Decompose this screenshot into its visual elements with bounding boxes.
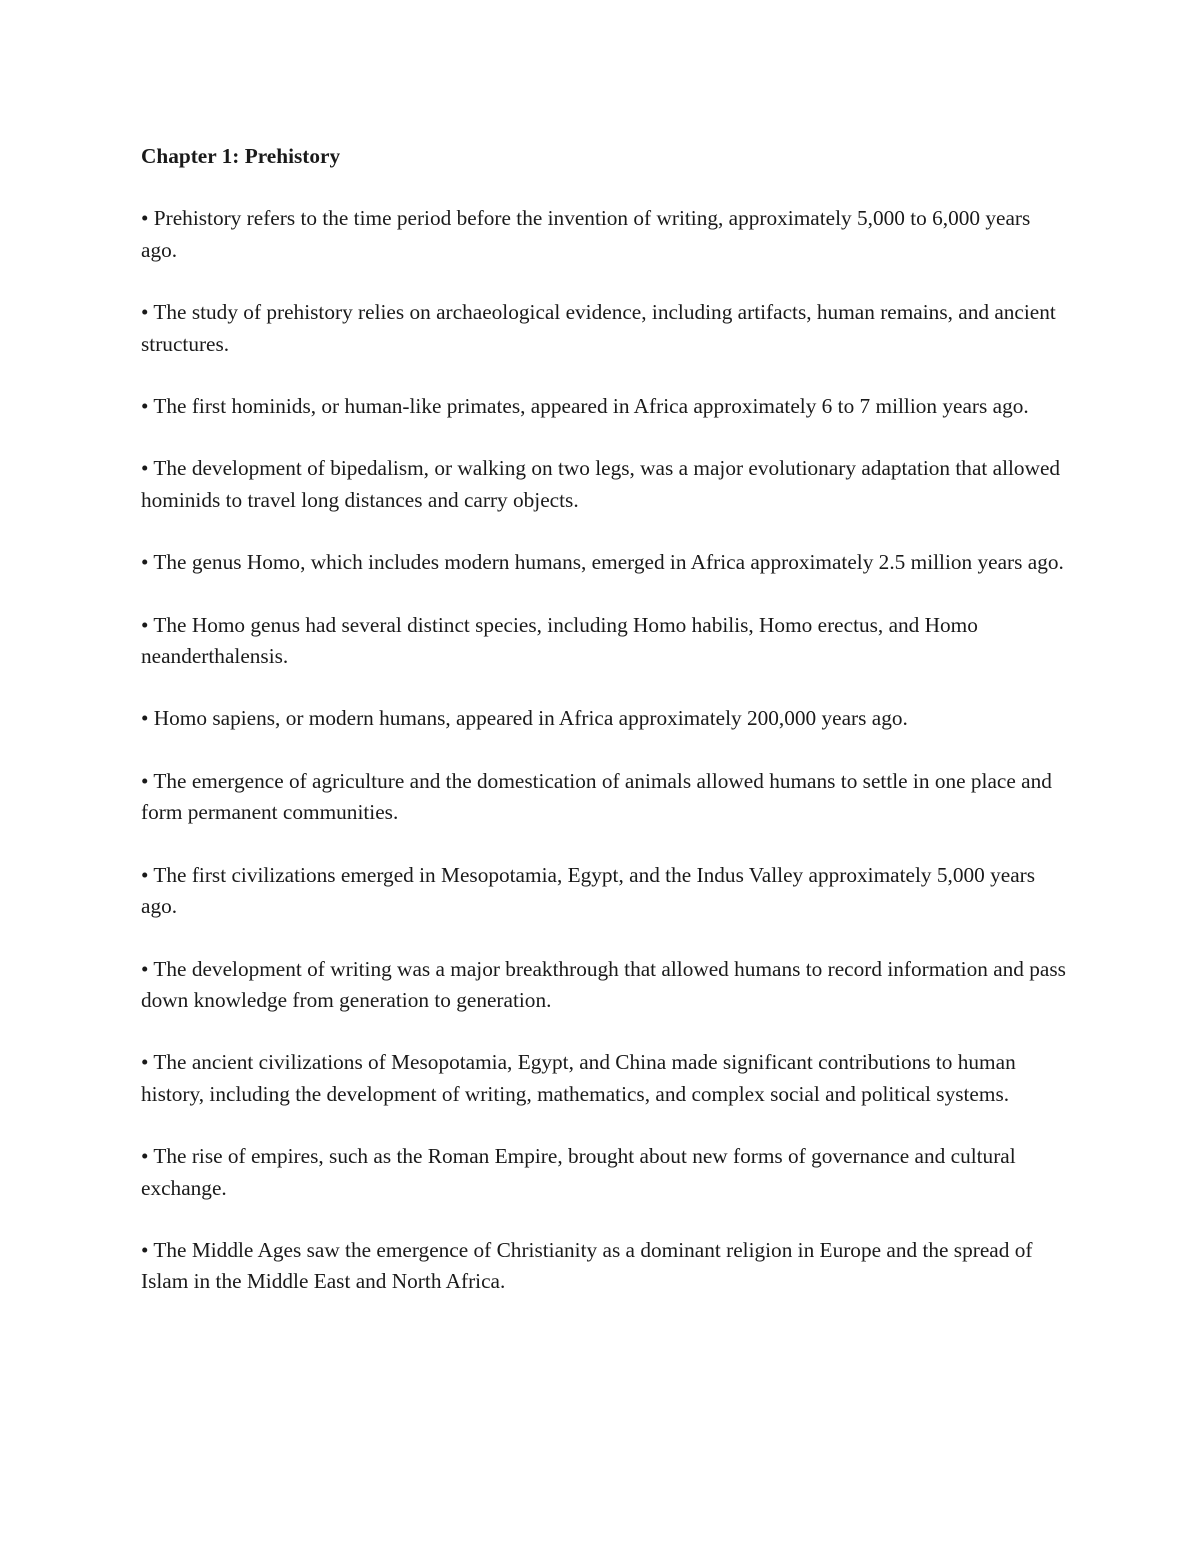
bullet-item: • The Homo genus had several distinct species, including Homo habilis, Homo erectus, and Homo neanderthalensis. xyxy=(141,612,978,669)
bullet-item: • The ancient civilizations of Mesopotamia, Egypt, and China made significant contributions to human history, including the development of writing, mathematics, and complex social and political systems. xyxy=(141,1050,1016,1106)
bullet-item: • The development of writing was a major breakthrough that allowed humans to record information and pass down knowledge from generation to generation. xyxy=(141,956,1066,1012)
bullet-item: • The rise of empires, such as the Roman Empire, brought about new forms of governance and cultural exchange. xyxy=(141,1144,1016,1200)
bullet-item: • The study of prehistory relies on archaeological evidence, including artifacts, human remains, and ancient structures. xyxy=(141,300,1056,356)
bullet-item: • The Middle Ages saw the emergence of Christianity as a dominant religion in Europe and the spread of Islam in the Middle East and North Africa. xyxy=(141,1237,1033,1294)
bullet-item: • Homo sapiens, or modern humans, appeared in Africa approximately 200,000 years ago. xyxy=(141,706,908,731)
chapter-title: Chapter 1: Prehistory xyxy=(141,144,341,168)
bullet-item: • The development of bipedalism, or walking on two legs, was a major evolutionary adaptation that allowed hominids to travel long distances and carry objects. xyxy=(141,456,1061,512)
bullet-item: • The genus Homo, which includes modern humans, emerged in Africa approximately 2.5 million years ago. xyxy=(141,550,1064,575)
document-body xyxy=(141,141,1071,1329)
bullet-item: • The first hominids, or human-like primates, appeared in Africa approximately 6 to 7 million years ago. xyxy=(141,394,1029,419)
bullet-item: • The first civilizations emerged in Mesopotamia, Egypt, and the Indus Valley approximately 5,000 years ago. xyxy=(141,862,1036,919)
bullet-item: • Prehistory refers to the time period before the invention of writing, approximately 5,000 to 6,000 years ago. xyxy=(141,206,1031,262)
bullet-list xyxy=(141,203,1071,1297)
bullet-item: • The emergence of agriculture and the domestication of animals allowed humans to settle in one place and form permanent communities. xyxy=(141,768,1052,825)
